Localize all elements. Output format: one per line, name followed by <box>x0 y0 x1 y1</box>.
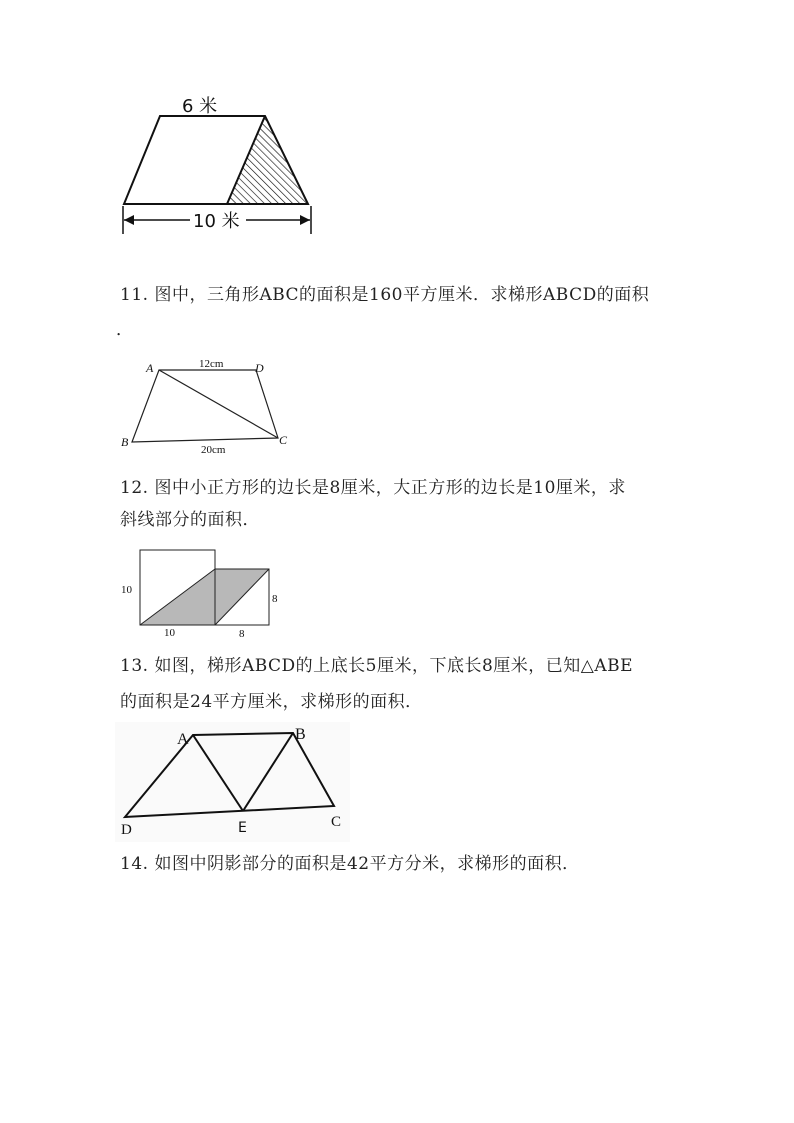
diagonal-ac <box>159 370 278 438</box>
vertex-c: C <box>331 814 342 830</box>
small-bottom-label: 8 <box>239 628 245 640</box>
arrow-right-icon <box>300 215 310 225</box>
large-side-label: 10 <box>121 584 132 596</box>
problem-13-line2: 的面积是24平方厘米，求梯形的面积． <box>120 692 423 712</box>
large-bottom-label: 10 <box>164 627 175 639</box>
vertex-a: A <box>177 731 189 748</box>
bottom-length-label: 10 米 <box>193 211 240 232</box>
trapezoid-outline <box>132 370 278 442</box>
hatched-triangle <box>227 118 308 204</box>
vertex-c: C <box>279 433 288 447</box>
bottom-base-label: 20cm <box>201 444 226 456</box>
figure-background <box>115 722 350 842</box>
top-length-label: 6 米 <box>182 96 218 117</box>
problem-11-text: 11. 图中，三角形ABC的面积是160平方厘米．求梯形ABCD的面积 <box>120 285 650 305</box>
arrow-left-icon <box>124 215 134 225</box>
small-side-label: 8 <box>272 593 278 605</box>
problem-13-line1: 13. 如图，梯形ABCD的上底长5厘米，下底长8厘米，已知△ABE <box>120 656 634 676</box>
problem-11-continuation: ． <box>116 320 134 340</box>
figure-two-squares <box>115 547 290 642</box>
vertex-a: A <box>146 361 154 375</box>
problem-12-line2: 斜线部分的面积． <box>120 510 260 530</box>
vertex-d: D <box>121 822 132 838</box>
vertex-d: D <box>255 361 264 375</box>
figure-trapezoid-hatched <box>110 92 330 242</box>
top-base-label: 12cm <box>199 358 224 370</box>
vertex-b: B <box>121 435 129 449</box>
vertex-e: E <box>238 820 247 836</box>
figure-trapezoid-abe <box>115 722 350 842</box>
problem-12-line1: 12. 图中小正方形的边长是8厘米，大正方形的边长是10厘米，求 <box>120 478 626 498</box>
figure-trapezoid-abcd <box>115 354 300 458</box>
vertex-b: B <box>295 726 306 743</box>
problem-14-text: 14. 如图中阴影部分的面积是42平方分米，求梯形的面积． <box>120 854 580 874</box>
